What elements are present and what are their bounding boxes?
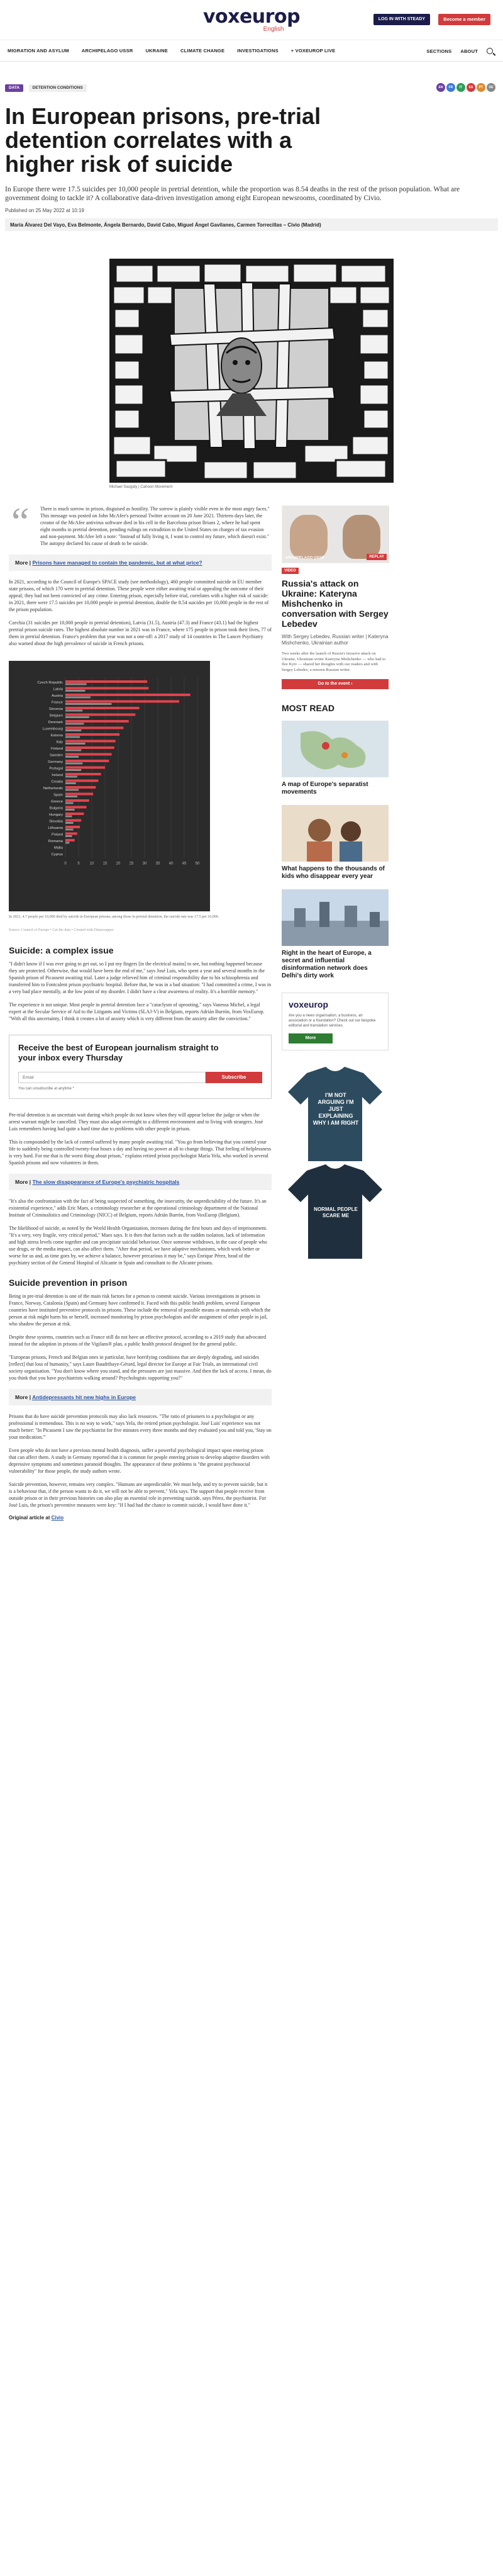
related-link[interactable]: The slow disappearance of Europe's psychiatric hospitals — [32, 1179, 180, 1185]
most-read-item[interactable] — [282, 805, 389, 880]
newsletter-note: You can unsubscribe at anytime * — [18, 1087, 74, 1091]
more-label: More | — [15, 1394, 31, 1400]
chart-category-label: Luxembourg — [42, 727, 63, 731]
chart-bar-pretrial — [65, 819, 81, 822]
publish-date: Published on 25 May 2022 at 10:19 — [5, 208, 84, 213]
replay-tag: REPLAY — [367, 554, 387, 560]
chart-bar-pretrial — [65, 700, 179, 703]
services-text: Are you a news organisation, a business, an association or a foundation? Check out our bespoke editorial and translation services. — [289, 1014, 376, 1028]
nav-item-live[interactable]: + VOXEUROP LIVE — [290, 48, 336, 53]
chart-tick-label: 20 — [116, 862, 121, 866]
chart-svg — [9, 661, 210, 911]
chart-bar-pretrial — [65, 833, 77, 835]
chart-bar-pretrial — [65, 714, 135, 716]
chart-bar-pretrial — [65, 707, 140, 709]
paragraph: Czechia (31 suicides per 10,000 people in pretrial detention), Latvia (31.5), Austria (47.3) and France (43.1) had the highest pretrial prison suicide rates. The highest absolute number in 2021 was in France, where 175 people in prison took their lives, 77 of them in pretrial detention. France's problem that year was not a one-off: a 2017 study of 14 countries in The Lancet Psychiatry also warned about the high prevalence of suicide in French prisons. — [9, 620, 272, 646]
language-switcher — [435, 83, 495, 92]
newsletter-signup — [9, 1035, 272, 1099]
paragraph: Prisons that do have suicide prevention protocols may also lack resources. "The ratio of prisoners to a psychologist or any professional is tremendous. This is no way to work," says Yela, the retired prison psychologist. José Luis' experience was not much better: "In Picassent I saw the psychiatrist for five minutes every three months and they evaluated you and told you, 'Stay on your medication.'" — [9, 1414, 272, 1440]
language-en[interactable]: EN — [436, 83, 445, 92]
chart-bar-pretrial — [65, 733, 119, 736]
most-read-image — [282, 805, 389, 862]
most-read-item[interactable] — [282, 721, 389, 796]
chart-category-label: Czech Republic — [37, 681, 63, 685]
chart-category-label: Romania — [48, 840, 63, 843]
chart-category-label: Poland — [51, 833, 63, 837]
nav-item-ukraine[interactable]: UKRAINE — [145, 48, 169, 53]
related-link-box — [9, 554, 272, 571]
original-article — [9, 1515, 272, 1521]
chart-bar-rest — [65, 822, 74, 824]
chart-category-label: Sweden — [50, 753, 63, 758]
chart-bar-pretrial — [65, 813, 84, 815]
subscribe-button[interactable]: Subscribe — [206, 1072, 262, 1083]
paragraph: Suicide prevention, however, remains very complex. "Humans are unpredictable. We must help, and try to prevent suicide, but it is a behaviour that, if the person wants to do it, we will not be able to prevent," Yela says. The support that people receive from outside prison or in their previous histories can also play an essential role in preventing suicide, says Pérez, the psychiatrist. For José Luis, the prison's preventive measures were key: "If I had had the chance to commit suicide, I would have done it." — [9, 1482, 268, 1508]
chart-category-label: Spain — [53, 793, 63, 797]
chart-credit: Source: Council of Europe • Get the data • Created with Datawrapper — [9, 928, 114, 932]
most-read-image — [282, 889, 389, 946]
nav-item-migration[interactable]: MIGRATION AND ASYLUM — [8, 48, 69, 53]
chart-category-label: France — [51, 700, 63, 705]
most-read-title: What happens to the thousands of kids who disappear every year — [282, 865, 385, 880]
chart-bar-rest — [65, 829, 74, 831]
related-link-box — [9, 1389, 272, 1405]
chart-bar-pretrial — [65, 740, 116, 743]
chart-category-label: Lithuania — [48, 826, 63, 830]
chart-bar-pretrial — [65, 773, 101, 775]
services-logo: voxeurop — [289, 999, 329, 1010]
logo-wordmark: voxeurop — [202, 6, 301, 28]
chart-tick-label: 45 — [182, 862, 187, 866]
most-read-heading: MOST READ — [282, 703, 334, 713]
email-field[interactable] — [18, 1072, 206, 1083]
chart-category-label: Estonia — [50, 734, 63, 738]
chart-bar-rest — [65, 729, 81, 731]
chart-bar-rest — [65, 690, 86, 692]
article-title: In European prisons, pre-trial detention correlates with a higher risk of suicide — [5, 103, 321, 177]
paragraph: Even people who do not have a previous mental health diagnosis, suffer a powerful psychological impact upon entering prison that can affect them. A study in Germany reported that it is common for people entering prison to develop adaptive disorders with depressive symptoms and sometimes paranoid thoughts. The appearance of these problems is "the greatest psychosocial vulnerability" for those people, the study authors wrote. — [9, 1448, 270, 1474]
chart-bar-rest — [65, 802, 74, 804]
video-thumbnail[interactable] — [282, 506, 389, 563]
chart-category-label: Slovenia — [48, 707, 63, 711]
related-link-box — [9, 1174, 272, 1190]
chart-bar-rest — [65, 796, 77, 797]
chart-category-label: Ireland — [52, 773, 63, 777]
nav-item-archipelago[interactable]: ARCHIPELAGO USSR — [81, 48, 133, 53]
most-read-item[interactable] — [282, 889, 389, 980]
chart-bar-rest — [65, 816, 72, 818]
ad-text: NORMAL PEOPLE SCARE ME — [314, 1206, 358, 1218]
chart-category-label: Latvia — [53, 687, 63, 692]
sidebar — [282, 505, 389, 1262]
chart-bar-pretrial — [65, 746, 114, 749]
chart-bar-pretrial — [65, 786, 96, 789]
chart-bar-rest — [65, 710, 82, 712]
related-link[interactable]: Antidepressants hit new highs in Europe — [32, 1394, 136, 1400]
paragraph: The experience is not unique. Most people in pretrial detention face a "cataclysm of uprooting," says Vanessa Michel, a legal expert at the Secular Service of Aid to the Litigants and Victims (SLAJ-V) in Belgium, reports Adrián Burrón, from VoxEurop. "With all this uncertainty, I think it creates a lot of anxiety which is very different from the anxiety after the conviction." — [9, 1002, 265, 1021]
chart-category-label: Croatia — [51, 780, 63, 784]
nav-right — [426, 48, 493, 54]
become-member-button[interactable] — [438, 14, 490, 25]
ad-text: I'M NOT ARGUING I'M JUST EXPLAINING WHY I AM RIGHT — [312, 1092, 359, 1126]
more-label: More | — [15, 1179, 31, 1185]
paragraph: In 2021, according to the Council of Europe's SPACE study (see methodology), 460 people committed suicide in EU member state prisons, of which 170 were in pretrial detention. These people were either awaiting trial or appealing the outcome of their appeal; they had not been convicted of any crime. Entering prison, especially before trial, correlates with a higher risk of suicide: in 2021, there were 17.5 suicides per 10,000 people in pretrial detention, double the 8.54 suicides per 10,000 people in the rest of the prison population. — [9, 579, 269, 612]
chart-bar-rest — [65, 769, 81, 771]
video-subtitle: With Sergey Lebedev, Russian writer | Kateryna Mishchenko, Ukrainian author — [282, 634, 389, 646]
chart-bar-rest — [65, 809, 75, 811]
language-it[interactable]: IT — [456, 83, 465, 92]
language-de[interactable]: DE — [487, 83, 495, 92]
nav-item-sections[interactable]: SECTIONS — [426, 48, 452, 54]
site-header — [0, 0, 503, 40]
chart-bar-pretrial — [65, 727, 123, 729]
login-button[interactable] — [373, 14, 430, 25]
services-more-button[interactable]: More — [289, 1033, 333, 1043]
nav-item-climate[interactable]: CLIMATE CHANGE — [180, 48, 225, 53]
chart-tick-label: 0 — [64, 862, 67, 866]
chart-tick-label: 15 — [102, 862, 108, 866]
chart-bar-pretrial — [65, 753, 112, 756]
chart-bar-rest — [65, 835, 72, 837]
language-pt[interactable]: PT — [477, 83, 485, 92]
paragraph: Pre-trial detention is an uncertain wait during which people do not know when they will appear before the judge or when the arrest warrant might be cancelled. They must also adapt overnight to a different environment and to living with strangers. José Luis remembers having had quite a hard time due to problems with other people in prison. — [9, 1112, 263, 1132]
chart-category-label: Bulgaria — [49, 806, 63, 811]
chart-tick-label: 30 — [142, 862, 147, 866]
chart-bar-pretrial — [65, 694, 191, 696]
article-body — [9, 499, 272, 1521]
category-tag[interactable]: DATA — [5, 84, 23, 92]
chart-tick-label: 35 — [155, 862, 160, 866]
chart-bar-pretrial — [65, 780, 99, 782]
member-label: Become a member — [443, 16, 485, 22]
video-card[interactable] — [282, 505, 389, 563]
hero-illustration — [109, 259, 394, 483]
lead-paragraph: There is much sorrow in prison, disguised as hostility. The sorrow is plainly visible even in the most angry faces." This message was posted on John McAfee's personal Twitter account on 20 June 2021. Thirteen days later, the creator of the McAfee antivirus software died in his cell in the Barcelona prison Brians 2, where he had spent eight months in pretrial detention, pending rulings on extradition to the United States on charges of tax evasion and non-payment. McAfee left a note: "Instead of fully living it, I want to control my future, which doesn't exist." The autopsy declared his cause of death to be suicide. — [40, 506, 270, 546]
search-icon[interactable] — [487, 48, 493, 54]
chart-tick-label: 50 — [195, 862, 200, 866]
nav-item-about[interactable]: ABOUT — [460, 48, 478, 54]
video-title[interactable]: Russia's attack on Ukraine: Kateryna Mishchenko in conversation with Sergey Lebedev — [282, 578, 389, 629]
section-heading: Suicide prevention in prison — [9, 1278, 128, 1288]
chart-bar-rest — [65, 789, 79, 791]
chart-category-label: Greece — [50, 800, 63, 804]
speaker-photo — [290, 515, 328, 559]
chart-note: In 2021, 4.7 people per 10,000 died by suicide in European prisons; among those in pretrial detention, the suicide rate was 17.5 per 10,000. — [9, 915, 219, 919]
chart-bar-rest — [65, 703, 112, 705]
most-read-title: Right in the heart of Europe, a secret and influential disinformation network does Delhi's dirty work — [282, 950, 372, 979]
city-photo-image — [282, 889, 389, 946]
chart-category-label: Austria — [51, 694, 63, 698]
chart-bar-rest — [65, 723, 84, 725]
more-label: More | — [15, 560, 31, 566]
language-fr[interactable]: FR — [446, 83, 455, 92]
hero-credit: Michael Saugaty | Cartoon Movement — [109, 485, 173, 489]
chart-bar-pretrial — [65, 826, 80, 828]
chart-bar-pretrial — [65, 799, 89, 802]
chart-tick-label: 25 — [129, 862, 134, 866]
most-read-title: A map of Europe's separatist movements — [282, 781, 368, 796]
nav-item-investigations[interactable]: INVESTIGATIONS — [237, 48, 279, 53]
chart-tick-label: 10 — [89, 862, 94, 866]
paragraph: Being in pre-trial detention is one of the main risk factors for a person to commit suicide. Various investigations in prisons in France, Norway, Catalonia (Spain) and Germany have confirmed it. Faced with this public health problem, several European countries have instituted preventive protocols in prisons. These include the removal of possible means or materials with which the person at risk might harm his or herself, increased monitoring by prison psychologists and the assignment of other people in jail, who shadow the person at risk. — [9, 1293, 271, 1327]
video-tag: VIDEO — [282, 568, 299, 574]
chart-bar-pretrial — [65, 793, 93, 796]
children-photo-image — [282, 805, 389, 862]
chart-category-label: Finland — [50, 747, 63, 751]
paragraph: The likelihood of suicide, as noted by the World Health Organization, increases during the first hours and days of imprisonment. "It's a very, very fragile, very critical period," Maes says. It is then that factors such as the sudden isolation, lack of information and high stress levels come together and can precipitate suicidal behaviour. Once someone withdraws, in the case of people who use drugs, or the media impact, can also affect them. "After that period, we have adaptive mechanisms, which work better or worse for us and, as time goes by, we achieve a balance, however precarious it may be," says Enrique Pérez, head of the psychiatry section of the General Hospital of Alicante in Spain and consultant to the Alicante prisons. — [9, 1225, 267, 1266]
chart-category-label: Belgium — [50, 714, 63, 718]
paragraph: "It's also the confrontation with the fact of being suspected of something, the insecurity, the unpredictability of the future. It's an existential experience," adds Eric Maes, a criminology researcher at the operational criminology department of the National Institute of Criminalistics and Criminology (NICC) of Belgium, reports Adrián Burrón, from VoxEurop (Belgium). — [9, 1198, 267, 1218]
chart-bar-rest — [65, 750, 81, 751]
chart-bar-pretrial — [65, 720, 129, 723]
chart-tick-label: 5 — [77, 862, 80, 866]
go-to-event-button[interactable]: Go to the event › — [282, 679, 389, 689]
newsletter-form — [18, 1072, 262, 1083]
chart-category-label: Germany — [48, 760, 63, 764]
login-label: LOG IN WITH STEADY — [378, 17, 425, 21]
authors-list[interactable]: María Álvarez Del Vayo, Eva Belmonte, Ángela Bernardo, David Cabo, Miguel Ángel Gavilanes, Carmen Torrecillas – Civio (Madrid) — [10, 222, 321, 228]
advertisement[interactable] — [282, 1067, 389, 1262]
chart-bar-rest — [65, 716, 89, 718]
chart-bar-rest — [65, 782, 76, 784]
chart-bar-rest — [65, 763, 82, 765]
video-label: ARCHIPELAGO USSR — [285, 556, 324, 560]
chart-category-label: Cyprus — [51, 853, 63, 857]
chart-bar-pretrial — [65, 760, 109, 762]
speaker-photo — [343, 515, 380, 559]
paragraph: "European prisons, French and Belgian ones in particular, have horrifying conditions that are deeply degrading, and suicides [reflect] that loss of humanity," says Laure Baudrihaye-Gérard, legal director for Europe at Fair Trials, an international civil society organisation. "You don't know where you stand, and the pressures are just massive. And then the lack of access. I mean, do you think that you have psychiatrists walking around? Psychologists supporting you?" — [9, 1354, 272, 1381]
most-read-image — [282, 721, 389, 777]
section-heading: Suicide: a complex issue — [9, 945, 114, 955]
lead-quote — [9, 499, 272, 547]
original-label: Original article at — [9, 1515, 50, 1521]
article-standfirst: In Europe there were 17.5 suicides per 10,000 people in pretrial detention, while the proportion was 8.54 deaths in the rest of the prison population. What are government doing to tackle it? A collaborative data-driven investigation among eight European newsrooms, coordinated by Civio. — [5, 186, 460, 202]
related-link[interactable]: Prisons have managed to contain the pandemic, but at what price? — [32, 560, 202, 566]
chart-tick-label: 40 — [169, 862, 174, 866]
chart-bar-pretrial — [65, 806, 87, 809]
article-tags — [5, 84, 503, 94]
language-es[interactable]: ES — [467, 83, 475, 92]
europe-map-image — [282, 721, 389, 777]
chart-category-label: Denmark — [48, 721, 63, 724]
content-columns — [0, 499, 503, 2576]
suicide-rate-chart[interactable] — [9, 661, 210, 911]
video-description: Two weeks after the launch of Russia's invasive attack on Ukraine, Ukrainian writer Kateryna Mishchenko — who had to flee Kyiv — shared her thoughts with our readers and with Sergey Lebedev, a renown Russian writer. — [282, 651, 386, 672]
paragraph: "I didn't know if I was ever going to get out, so I put my fingers [in the electrical mains] to see, but nothing happened because they are protected. Otherwise, that would have been the end of me," says José Luis, who spent a year and several months in the Spanish prison of Picassent awaiting trial. Later a judge relieved him of criminal responsibility due to his schizophrenia and transferred him to Fontcalent prison psychiatric hospital. Before that, he was in a bad situation: "I had committed a crime, I was in a very bad place mentally, at the low point of my disorder. I didn't have a clear awareness of reality. It's a horrible memory." — [9, 961, 272, 994]
chart-bar-rest — [65, 683, 87, 685]
original-link[interactable]: Civio — [51, 1515, 64, 1521]
main-nav — [0, 40, 503, 62]
prison-window-illustration — [109, 259, 394, 483]
chart-category-label: Portugal — [49, 767, 63, 771]
chart-bar-rest — [65, 756, 79, 758]
chart-category-label: Hungary — [49, 813, 63, 817]
chart-category-label: Malta — [53, 846, 63, 850]
chart-bar-pretrial — [65, 767, 105, 769]
logo-edition: English — [263, 26, 284, 33]
paragraph: This is compounded by the lack of control suffered by many people awaiting trial. "You go from believing that you control your life to suddenly being controlled twenty-four hours a day and having no power at all to change things. That feeling of helplessness is very hard. For me that is the worst thing about prison," explains retired prison psychologist María Yela, who worked in several Spanish prisons and now volunteers in them. — [9, 1139, 272, 1166]
chart-bar-rest — [65, 736, 80, 738]
chart-bar-rest — [65, 842, 69, 844]
chart-category-label: Slovakia — [49, 819, 63, 824]
topic-tag[interactable]: DETENTION CONDITIONS — [29, 84, 87, 92]
chart-bar-rest — [65, 697, 91, 699]
authors-bar — [5, 218, 498, 231]
services-promo — [282, 993, 389, 1050]
chart-bar-pretrial — [65, 680, 147, 683]
chart-category-label: Netherlands — [43, 787, 63, 790]
newsletter-title: Receive the best of European journalism straight to your inbox every Thursday — [18, 1043, 219, 1062]
chart-bar-rest — [65, 743, 86, 745]
chart-category-label: Italy — [56, 740, 63, 745]
quote-mark-icon: “ — [11, 499, 30, 544]
chart-bar-rest — [65, 776, 77, 778]
paragraph: Despite these systems, countries such as France still do not have an effective protocol, according to a 2019 study that advocated instead for the adoption in prisons of the Vigilans® plan, a public health protocol designed for the general public. — [9, 1334, 267, 1347]
chart-bar-pretrial — [65, 687, 148, 690]
chart-bar-pretrial — [65, 839, 75, 841]
